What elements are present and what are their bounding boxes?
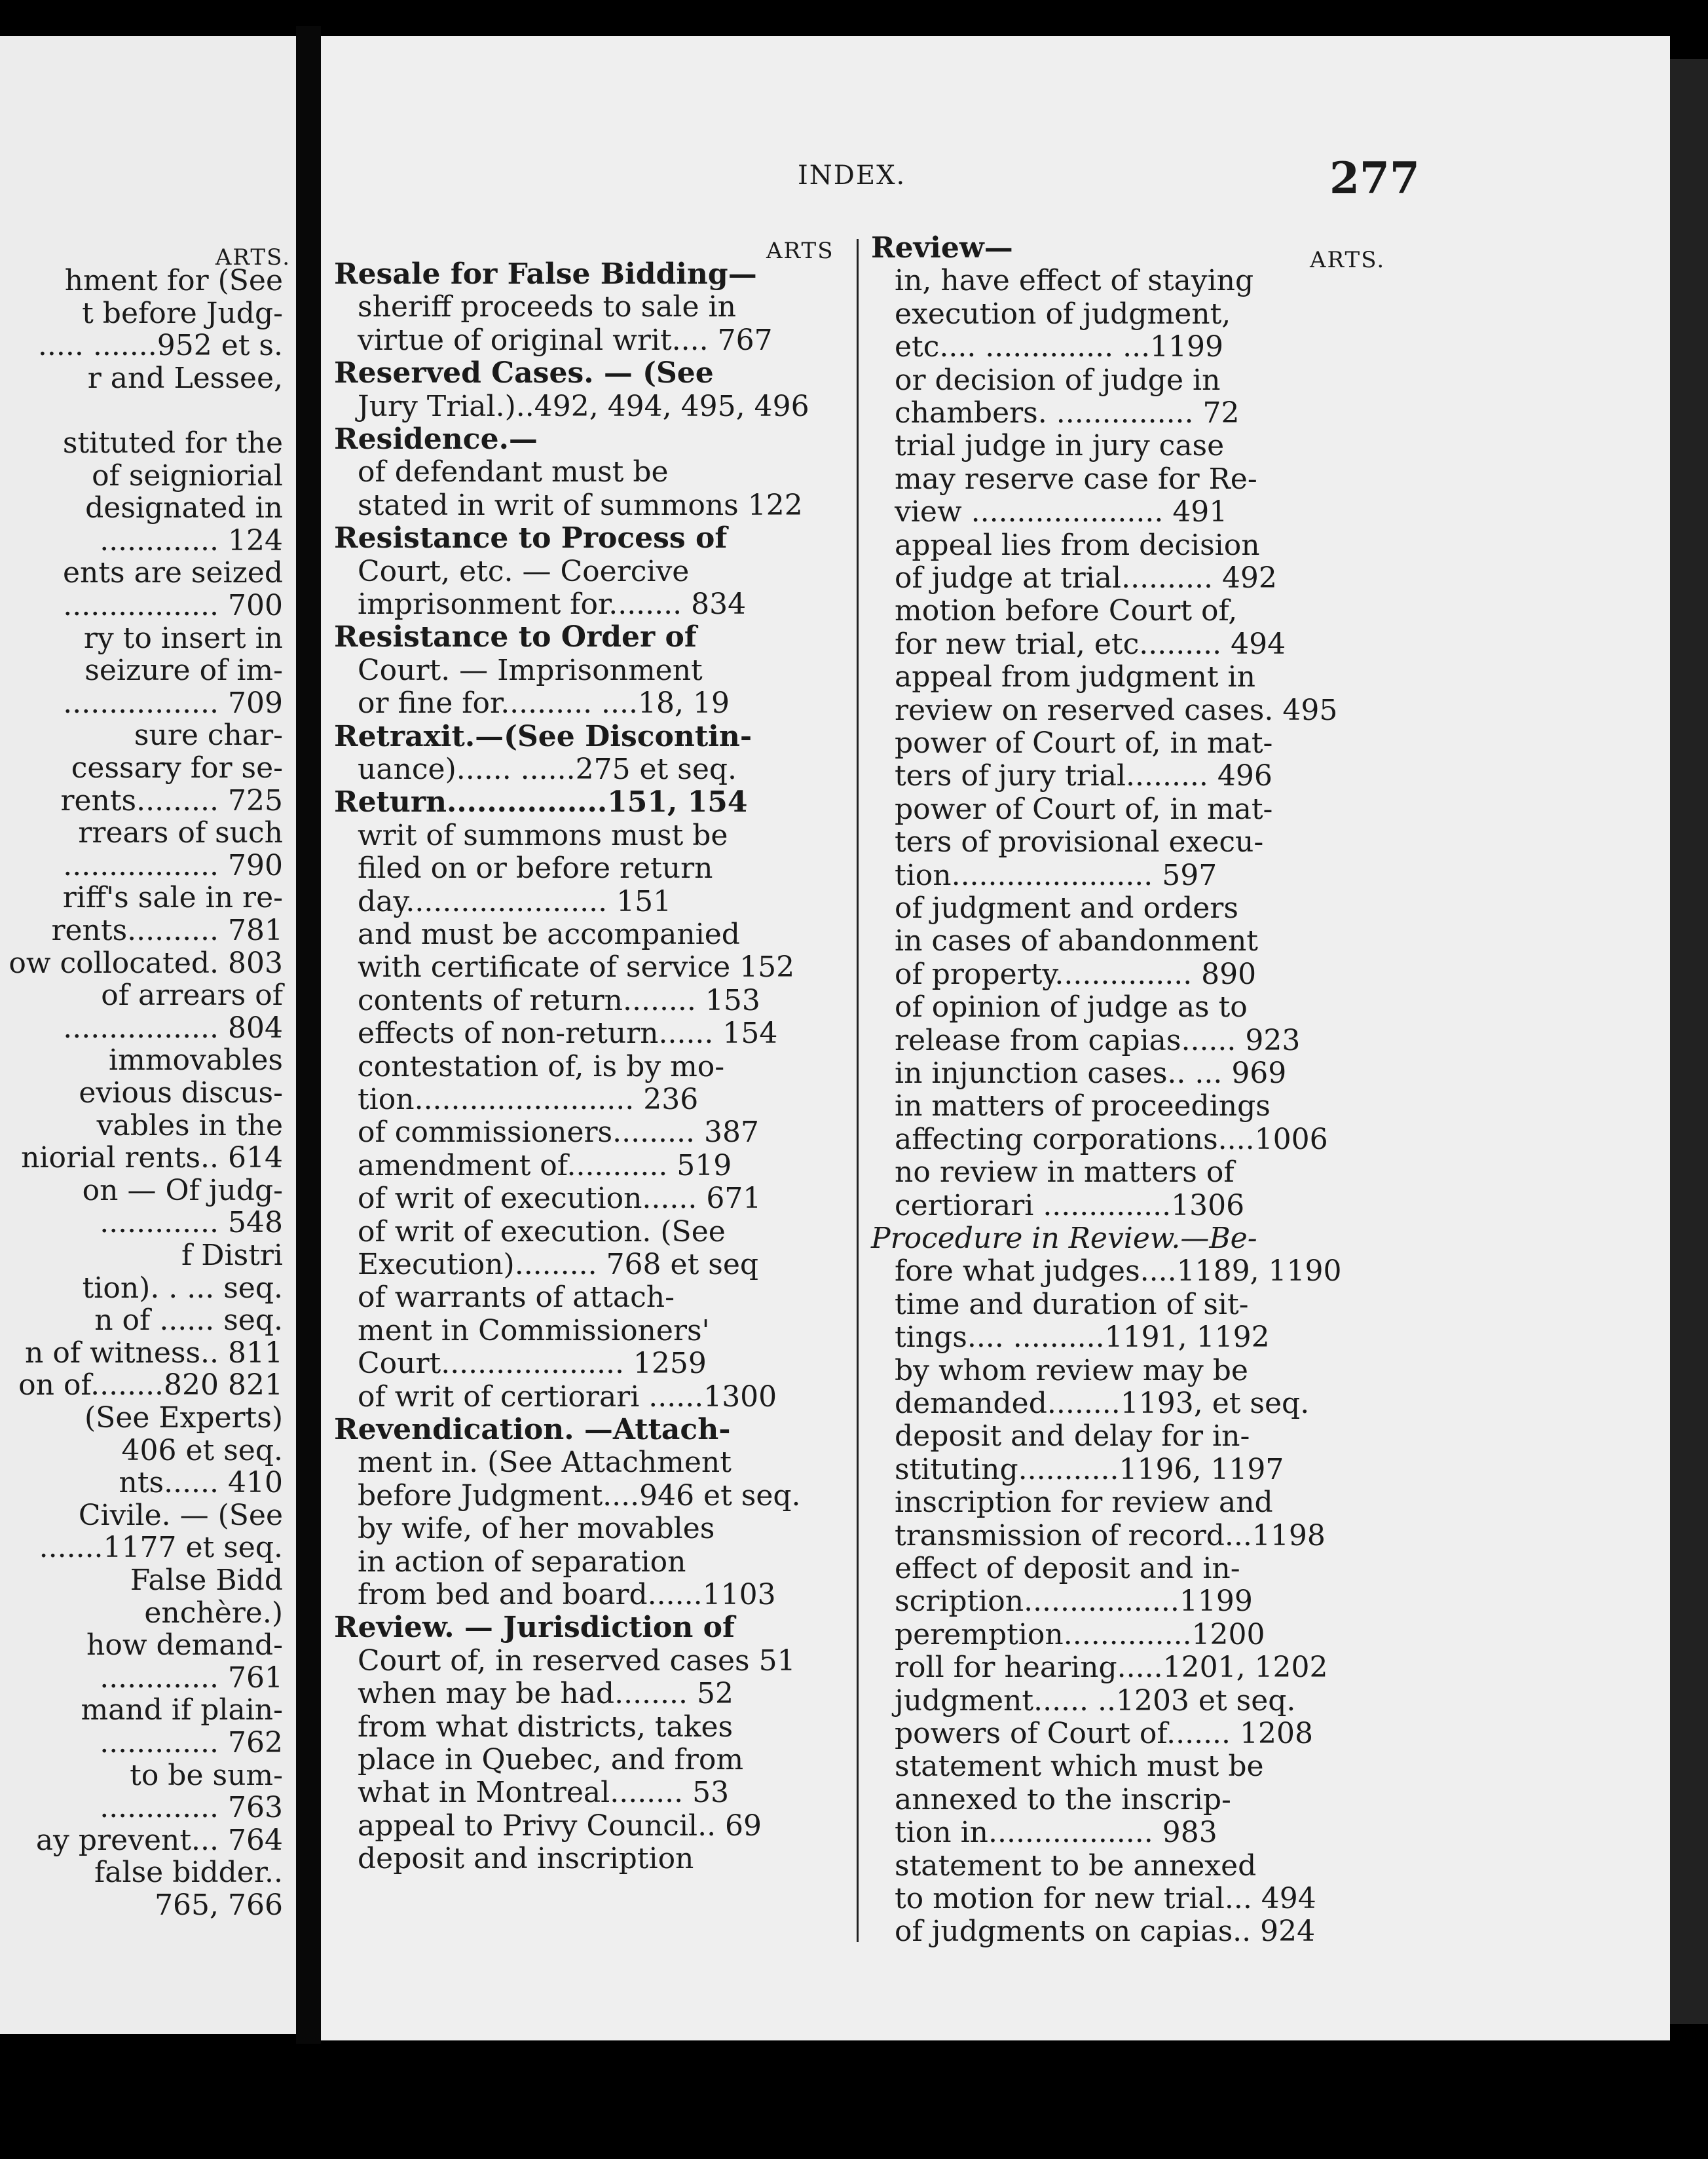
index-entry: of defendant must be: [358, 455, 669, 489]
left-page-line: enchère.): [144, 1596, 283, 1630]
left-page-line: 765, 766: [155, 1888, 283, 1922]
index-entry: affecting corporations....1006: [895, 1122, 1328, 1156]
col1-arts-label: ARTS: [766, 238, 834, 264]
left-page-line: ents are seized: [63, 556, 283, 590]
index-entry: certiorari ..............1306: [895, 1188, 1245, 1222]
index-entry: day...................... 151: [358, 884, 672, 918]
left-page-line: rrears of such: [78, 816, 283, 850]
index-entry: appeal lies from decision: [895, 528, 1260, 562]
left-page-line: ............. 548: [100, 1206, 283, 1240]
left-page-line: Civile. — (See: [78, 1498, 283, 1532]
left-page-line: ow collocated. 803: [9, 946, 283, 980]
index-entry: may reserve case for Re-: [895, 462, 1257, 496]
index-entry: Court.................... 1259: [358, 1347, 707, 1381]
index-entry: inscription for review and: [895, 1486, 1273, 1520]
index-entry: in action of separation: [358, 1545, 686, 1579]
index-entry: stated in writ of summons 122: [358, 488, 803, 522]
index-entry: power of Court of, in mat-: [895, 726, 1273, 760]
index-entry: before Judgment....946 et seq.: [358, 1478, 801, 1512]
left-page-line: false bidder..: [94, 1856, 283, 1890]
index-entry: of opinion of judge as to: [895, 990, 1248, 1024]
index-entry: etc.... .............. ...1199: [895, 330, 1224, 364]
index-entry: Court. — Imprisonment: [358, 653, 703, 687]
index-entry: deposit and delay for in-: [895, 1419, 1250, 1454]
left-page-line: mand if plain-: [81, 1693, 283, 1727]
index-entry: tion........................ 236: [358, 1083, 699, 1116]
index-entry: of commissioners......... 387: [358, 1116, 759, 1150]
left-page-line: on — Of judg-: [82, 1173, 283, 1207]
left-page-line: how demand-: [86, 1628, 283, 1662]
index-entry: uance)...... ......275 et seq.: [358, 753, 737, 786]
index-heading: Review. — Jurisdiction of: [334, 1611, 735, 1645]
left-page-line: cessary for se-: [71, 751, 283, 785]
left-page-line: 406 et seq.: [121, 1433, 283, 1467]
index-entry: Court of, in reserved cases 51: [358, 1643, 796, 1678]
index-entry: ters of provisional execu-: [895, 825, 1264, 859]
index-entry: trial judge in jury case: [895, 429, 1225, 463]
index-entry: for new trial, etc......... 494: [895, 627, 1286, 661]
column-rule: [857, 239, 859, 1942]
index-entry: time and duration of sit-: [895, 1287, 1249, 1321]
index-entry: Procedure in Review.—Be-: [871, 1222, 1257, 1255]
index-entry: demanded........1193, et seq.: [895, 1387, 1310, 1420]
index-entry: tion...................... 597: [895, 858, 1217, 892]
left-page-line: ..... .......952 et s.: [37, 329, 283, 363]
index-heading: Resale for False Bidding—: [334, 257, 757, 291]
left-page-line: f Distri: [181, 1239, 283, 1272]
index-entry: ment in Commissioners': [358, 1313, 710, 1347]
left-page-line: riff's sale in re-: [62, 881, 283, 915]
index-entry: ment in. (See Attachment: [358, 1446, 732, 1480]
index-heading: Revendication. —Attach-: [334, 1413, 731, 1446]
book-spine: [296, 26, 321, 2044]
index-entry: imprisonment for........ 834: [358, 588, 747, 621]
index-entry: from bed and board......1103: [358, 1578, 776, 1611]
left-page-line: stituted for the: [62, 426, 283, 460]
index-heading: Retraxit.—(See Discontin-: [334, 719, 752, 753]
index-page: [321, 36, 1670, 2040]
index-entry: or decision of judge in: [895, 363, 1221, 397]
index-entry: execution of judgment,: [895, 297, 1231, 331]
page-edge: [1670, 59, 1708, 2024]
left-page: [0, 36, 296, 2034]
index-entry: and must be accompanied: [358, 918, 740, 951]
left-page-line: immovables: [109, 1043, 283, 1078]
index-entry: release from capias...... 923: [895, 1023, 1301, 1057]
index-entry: tion in.................. 983: [895, 1816, 1217, 1850]
left-page-line: hment for (See: [64, 264, 283, 297]
left-page-line: ............. 763: [100, 1791, 283, 1825]
left-page-line: n of ...... seq.: [94, 1304, 283, 1338]
index-entry: place in Quebec, and from: [358, 1743, 744, 1776]
index-heading: Resistance to Order of: [334, 620, 697, 654]
left-page-line: of seigniorial: [92, 459, 283, 493]
index-entry: appeal from judgment in: [895, 660, 1255, 694]
index-entry: in, have effect of staying: [895, 264, 1254, 298]
index-entry: of judge at trial.......... 492: [895, 561, 1277, 595]
index-entry: by wife, of her movables: [358, 1512, 715, 1546]
left-arts-label: ARTS.: [215, 244, 291, 271]
index-entry: review on reserved cases. 495: [895, 693, 1338, 727]
index-entry: transmission of record...1198: [895, 1518, 1326, 1552]
left-page-line: rents......... 725: [60, 783, 283, 817]
index-entry: peremption..............1200: [895, 1617, 1265, 1651]
index-entry: of warrants of attach-: [358, 1281, 675, 1315]
left-page-line: nts...... 410: [119, 1466, 283, 1500]
index-entry: ters of jury trial......... 496: [895, 759, 1272, 793]
index-entry: or fine for.......... ....18, 19: [358, 686, 730, 721]
index-entry: stituting...........1196, 1197: [895, 1452, 1284, 1486]
left-page-line: seizure of im-: [84, 654, 283, 688]
index-entry: powers of Court of....... 1208: [895, 1717, 1313, 1750]
index-entry: deposit and inscription: [358, 1842, 694, 1876]
index-entry: Jury Trial.)..492, 494, 495, 496: [358, 389, 809, 423]
index-entry: chambers. ............... 72: [895, 396, 1240, 430]
index-entry: view ..................... 491: [895, 495, 1228, 529]
left-page-line: t before Judg-: [82, 296, 283, 330]
index-entry: virtue of original writ.... 767: [358, 323, 773, 357]
index-entry: with certificate of service 152: [358, 950, 795, 985]
page-number: 277: [1329, 153, 1420, 204]
index-entry: fore what judges....1189, 1190: [895, 1254, 1342, 1288]
index-entry: filed on or before return: [358, 852, 713, 886]
index-entry: from what districts, takes: [358, 1710, 733, 1744]
index-entry: statement to be annexed: [895, 1849, 1257, 1883]
index-heading: Return................151, 154: [334, 785, 748, 819]
index-entry: tings.... ..........1191, 1192: [895, 1321, 1270, 1355]
left-page-line: ............. 124: [100, 523, 283, 557]
left-page-line: ............. 761: [100, 1661, 283, 1695]
index-entry: Execution)......... 768 et seq: [358, 1248, 759, 1281]
index-entry: of writ of certiorari ......1300: [358, 1380, 777, 1414]
index-entry: to motion for new trial... 494: [895, 1882, 1316, 1915]
index-heading: Reserved Cases. — (See: [334, 356, 714, 390]
index-entry: of judgments on capias.. 924: [895, 1915, 1316, 1949]
left-page-line: niorial rents.. 614: [21, 1141, 283, 1175]
index-entry: roll for hearing.....1201, 1202: [895, 1651, 1328, 1685]
index-entry: writ of summons must be: [358, 818, 728, 852]
index-entry: statement which must be: [895, 1750, 1264, 1784]
index-entry: of writ of execution. (See: [358, 1214, 726, 1248]
left-page-line: on of........820 821: [18, 1368, 283, 1402]
left-page-line: vables in the: [96, 1108, 283, 1142]
page-header: INDEX.: [798, 160, 906, 191]
index-entry: power of Court of, in mat-: [895, 792, 1273, 826]
left-page-line: ................. 790: [63, 848, 283, 882]
left-page-line: r and Lessee,: [87, 361, 283, 395]
left-page-line: False Bidd: [130, 1564, 283, 1597]
index-entry: when may be had........ 52: [358, 1677, 733, 1711]
left-page-line: ................. 700: [63, 589, 283, 622]
left-page-line: ............. 762: [100, 1726, 283, 1759]
index-heading: Resistance to Process of: [334, 521, 728, 555]
index-entry: sheriff proceeds to sale in: [358, 290, 736, 324]
index-entry: amendment of........... 519: [358, 1148, 732, 1182]
index-entry: effects of non-return...... 154: [358, 1017, 778, 1051]
index-entry: in matters of proceedings: [895, 1089, 1271, 1123]
left-page-line: .......1177 et seq.: [39, 1531, 283, 1565]
index-entry: effect of deposit and in-: [895, 1552, 1240, 1585]
index-heading: Residence.—: [334, 422, 538, 456]
left-page-line: tion). . ... seq.: [82, 1271, 283, 1305]
index-entry: of property............... 890: [895, 957, 1257, 991]
index-entry: of judgment and orders: [895, 892, 1238, 925]
left-page-line: designated in: [85, 491, 283, 525]
index-entry: what in Montreal........ 53: [358, 1776, 730, 1810]
left-page-line: ry to insert in: [83, 621, 283, 655]
left-page-line: ................. 804: [63, 1011, 283, 1045]
index-heading: Review—: [871, 231, 1013, 265]
left-page-line: evious discus-: [79, 1076, 283, 1110]
index-entry: annexed to the inscrip-: [895, 1782, 1231, 1816]
index-entry: Court, etc. — Coercive: [358, 554, 690, 588]
index-entry: no review in matters of: [895, 1155, 1235, 1190]
left-page-line: (See Experts): [84, 1401, 283, 1435]
left-page-line: of arrears of: [101, 979, 283, 1013]
index-entry: contestation of, is by mo-: [358, 1049, 725, 1083]
col2-arts-label: ARTS.: [1310, 247, 1386, 273]
index-entry: judgment...... ..1203 et seq.: [895, 1683, 1296, 1718]
left-page-line: rents.......... 781: [51, 914, 283, 947]
index-entry: motion before Court of,: [895, 594, 1238, 628]
left-page-line: to be sum-: [130, 1758, 283, 1792]
index-entry: of writ of execution...... 671: [358, 1182, 762, 1216]
left-page-line: ................. 709: [63, 686, 283, 720]
left-page-line: sure char-: [134, 719, 283, 753]
index-entry: in injunction cases.. ... 969: [895, 1057, 1287, 1090]
index-entry: appeal to Privy Council.. 69: [358, 1809, 762, 1843]
left-page-line: n of witness.. 811: [25, 1336, 283, 1370]
index-entry: by whom review may be: [895, 1353, 1248, 1387]
index-entry: scription.................1199: [895, 1585, 1253, 1619]
index-entry: contents of return........ 153: [358, 983, 760, 1017]
index-entry: in cases of abandonment: [895, 924, 1258, 958]
left-page-line: ay prevent... 764: [35, 1823, 283, 1857]
